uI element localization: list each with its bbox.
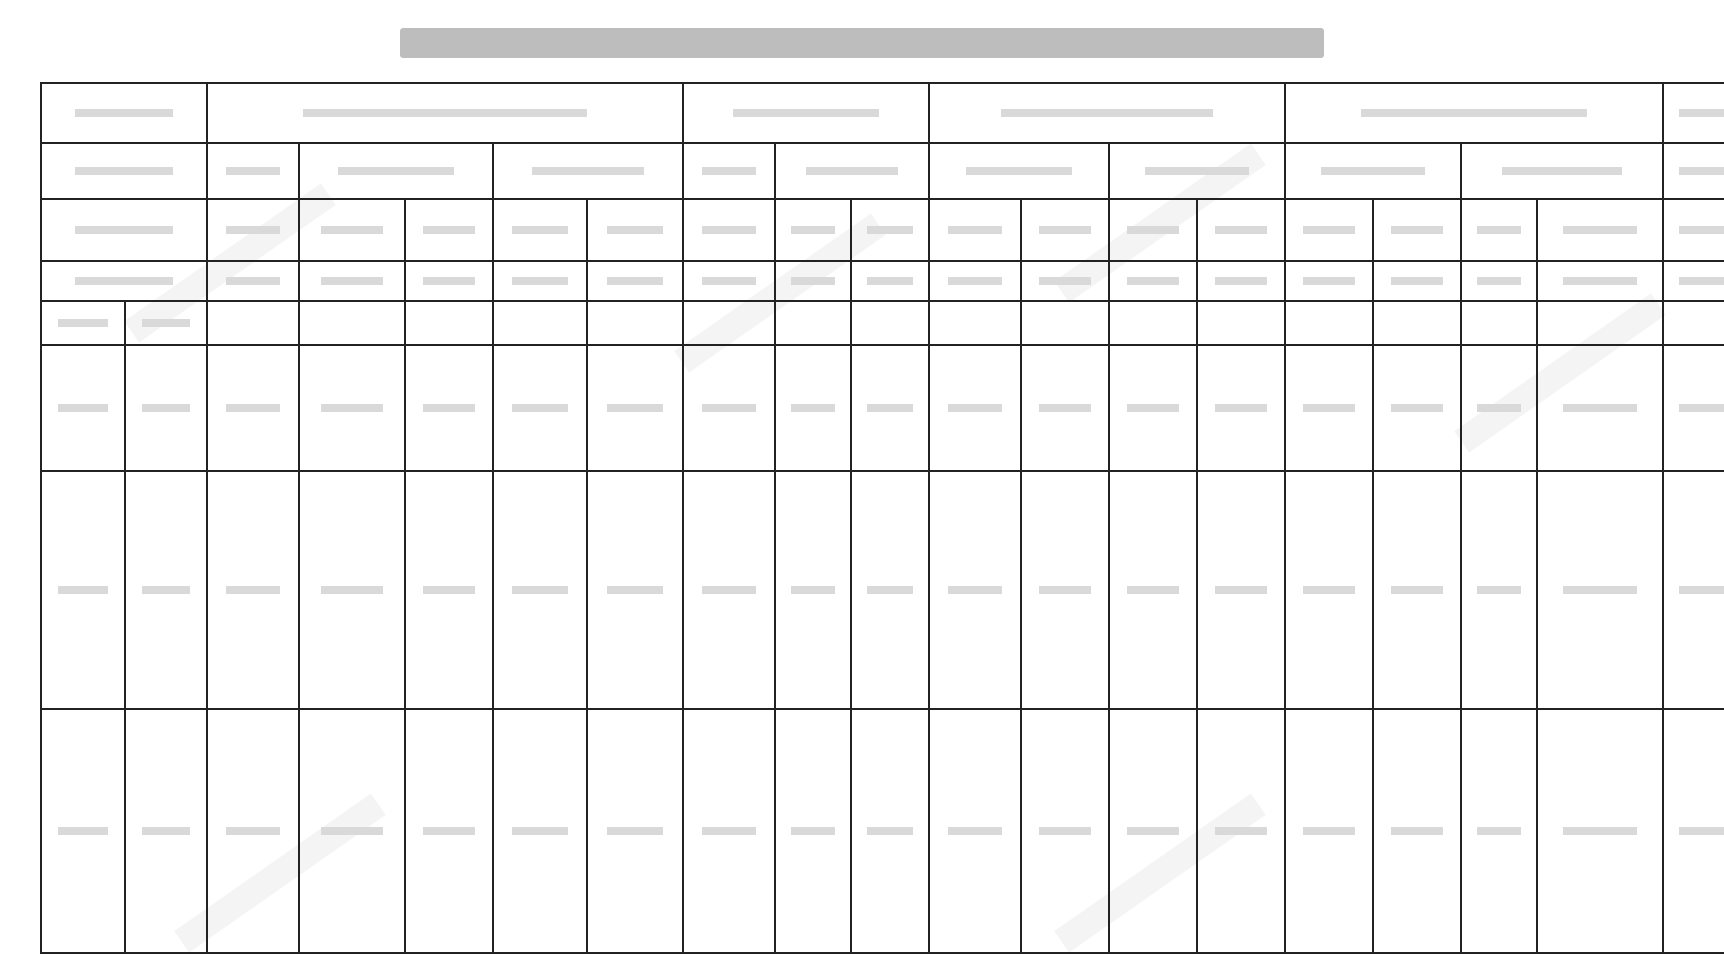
table-cell xyxy=(929,199,1021,261)
table-cell xyxy=(493,199,587,261)
table-cell xyxy=(929,261,1021,301)
table-cell xyxy=(405,199,493,261)
level2-row xyxy=(41,199,1724,261)
table-cell xyxy=(493,345,587,471)
table-cell xyxy=(851,345,929,471)
table-cell xyxy=(929,709,1021,953)
table-cell xyxy=(683,301,775,345)
table-cell xyxy=(493,301,587,345)
table-cell xyxy=(41,199,207,261)
table-cell xyxy=(405,261,493,301)
table-cell xyxy=(1373,301,1461,345)
table-cell xyxy=(405,471,493,709)
table-row xyxy=(41,345,1724,471)
table-cell xyxy=(1461,143,1663,199)
table-row xyxy=(41,471,1724,709)
table-cell xyxy=(1109,143,1285,199)
table-cell xyxy=(775,143,929,199)
table-cell xyxy=(493,261,587,301)
table-cell xyxy=(1021,709,1109,953)
table-cell xyxy=(1285,83,1663,143)
table-cell xyxy=(587,301,683,345)
table-cell xyxy=(1021,471,1109,709)
table-cell xyxy=(1285,261,1373,301)
table-cell xyxy=(405,301,493,345)
table-cell xyxy=(1109,709,1197,953)
table-cell xyxy=(125,345,207,471)
plot-label-row xyxy=(41,301,1724,345)
table-cell xyxy=(299,709,405,953)
table-cell xyxy=(587,261,683,301)
table-cell xyxy=(1537,261,1663,301)
table-cell xyxy=(1663,261,1724,301)
table-cell xyxy=(1109,471,1197,709)
table-cell xyxy=(125,471,207,709)
table-cell xyxy=(929,471,1021,709)
table-cell xyxy=(1021,261,1109,301)
table-cell xyxy=(207,345,299,471)
table-cell xyxy=(851,261,929,301)
table-cell xyxy=(41,709,125,953)
table-cell xyxy=(1373,199,1461,261)
table-cell xyxy=(41,345,125,471)
table-cell xyxy=(1537,301,1663,345)
table-cell xyxy=(1197,345,1285,471)
table-cell xyxy=(1663,83,1724,143)
table-cell xyxy=(775,301,851,345)
table-cell xyxy=(1537,199,1663,261)
table-cell xyxy=(299,471,405,709)
table-cell xyxy=(125,301,207,345)
table-cell xyxy=(1461,301,1537,345)
indicator-table xyxy=(40,82,1724,954)
table-cell xyxy=(299,261,405,301)
table-cell xyxy=(775,471,851,709)
table-cell xyxy=(929,143,1109,199)
table-cell xyxy=(1109,301,1197,345)
table-cell xyxy=(207,199,299,261)
table-cell xyxy=(1285,199,1373,261)
table-cell xyxy=(1461,709,1537,953)
table-cell xyxy=(775,199,851,261)
table-cell xyxy=(207,301,299,345)
table-cell xyxy=(1373,261,1461,301)
table-cell xyxy=(125,709,207,953)
table-cell xyxy=(493,709,587,953)
table-cell xyxy=(299,345,405,471)
table-cell xyxy=(493,471,587,709)
table-cell xyxy=(41,471,125,709)
table-cell xyxy=(1197,301,1285,345)
category-row xyxy=(41,83,1724,143)
table-cell xyxy=(1461,345,1537,471)
table-cell xyxy=(587,471,683,709)
table-cell xyxy=(41,83,207,143)
table-cell xyxy=(1109,345,1197,471)
table-cell xyxy=(929,83,1285,143)
table-cell xyxy=(1285,709,1373,953)
table-cell xyxy=(1461,261,1537,301)
table-cell xyxy=(1197,261,1285,301)
table-cell xyxy=(1021,199,1109,261)
table-cell xyxy=(493,143,683,199)
attribute-row xyxy=(41,261,1724,301)
table-cell xyxy=(775,345,851,471)
table-cell xyxy=(1663,471,1724,709)
table-cell xyxy=(299,143,493,199)
table-cell xyxy=(1285,143,1461,199)
table-cell xyxy=(1021,345,1109,471)
table-cell xyxy=(683,709,775,953)
table-cell xyxy=(41,261,207,301)
table-cell xyxy=(1663,709,1724,953)
table-cell xyxy=(683,143,775,199)
table-cell xyxy=(683,471,775,709)
table-cell xyxy=(1663,143,1724,199)
table-cell xyxy=(1109,261,1197,301)
table-cell xyxy=(775,261,851,301)
table-cell xyxy=(587,199,683,261)
table-cell xyxy=(41,143,207,199)
table-cell xyxy=(207,143,299,199)
table-cell xyxy=(207,83,683,143)
table-cell xyxy=(299,199,405,261)
document-title-placeholder xyxy=(400,28,1324,58)
table-cell xyxy=(587,345,683,471)
table-cell xyxy=(41,301,125,345)
table-cell xyxy=(207,261,299,301)
table-cell xyxy=(1537,709,1663,953)
table-cell xyxy=(683,199,775,261)
table-cell xyxy=(405,345,493,471)
table-cell xyxy=(299,301,405,345)
table-cell xyxy=(1285,301,1373,345)
level1-row xyxy=(41,143,1724,199)
table-cell xyxy=(851,471,929,709)
table-cell xyxy=(1109,199,1197,261)
table-cell xyxy=(1373,345,1461,471)
table-cell xyxy=(775,709,851,953)
table-cell xyxy=(1197,199,1285,261)
table-cell xyxy=(1373,709,1461,953)
table-cell xyxy=(851,301,929,345)
table-cell xyxy=(683,345,775,471)
table-cell xyxy=(1663,345,1724,471)
table-cell xyxy=(929,301,1021,345)
table-cell xyxy=(851,199,929,261)
table-row xyxy=(41,709,1724,953)
table-cell xyxy=(1373,471,1461,709)
table-cell xyxy=(1537,345,1663,471)
table-cell xyxy=(929,345,1021,471)
table-cell xyxy=(1461,199,1537,261)
table-cell xyxy=(1285,345,1373,471)
table-cell xyxy=(207,471,299,709)
table-cell xyxy=(1461,471,1537,709)
table-cell xyxy=(405,709,493,953)
table-cell xyxy=(851,709,929,953)
table-cell xyxy=(1197,709,1285,953)
table-cell xyxy=(207,709,299,953)
table-cell xyxy=(1537,471,1663,709)
table-cell xyxy=(1021,301,1109,345)
table-cell xyxy=(587,709,683,953)
table-cell xyxy=(1663,199,1724,261)
table-cell xyxy=(1285,471,1373,709)
table-cell xyxy=(1197,471,1285,709)
table-cell xyxy=(683,261,775,301)
table-cell xyxy=(1663,301,1724,345)
table-cell xyxy=(683,83,929,143)
